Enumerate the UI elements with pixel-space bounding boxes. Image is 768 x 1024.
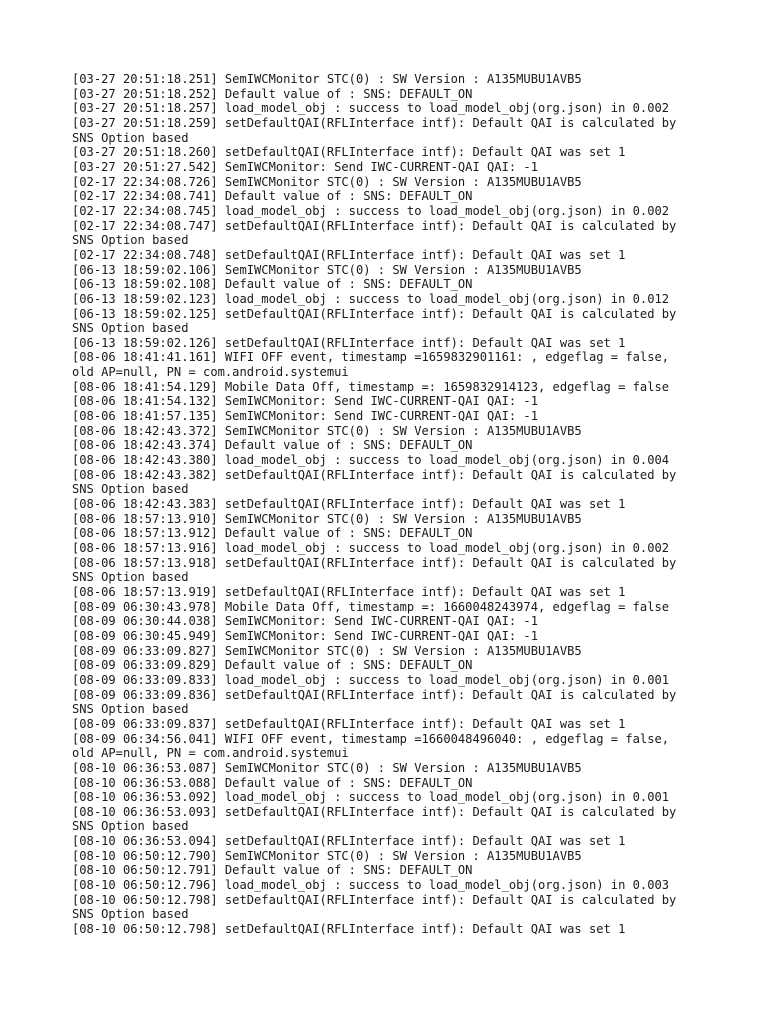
log-line: [06-13 18:59:02.126] setDefaultQAI(RFLInterface intf): Default QAI was set 1	[72, 335, 626, 350]
log-line: [06-13 18:59:02.125] setDefaultQAI(RFLInterface intf): Default QAI is calculated by SNS Option based	[72, 306, 677, 336]
log-line: [03-27 20:51:18.257] load_model_obj : success to load_model_obj(org.json) in 0.002	[72, 101, 670, 116]
log-line: [08-06 18:41:57.135] SemIWCMonitor: Send IWC-CURRENT-QAI QAI: -1	[72, 409, 538, 424]
log-line: [08-06 18:41:54.129] Mobile Data Off, timestamp =: 1659832914123, edgeflag = false	[72, 379, 670, 394]
log-line: [08-06 18:42:43.380] load_model_obj : success to load_model_obj(org.json) in 0.004	[72, 453, 670, 468]
log-line: [08-10 06:50:12.798] setDefaultQAI(RFLInterface intf): Default QAI was set 1	[72, 922, 626, 937]
log-line: [08-09 06:30:45.949] SemIWCMonitor: Send IWC-CURRENT-QAI QAI: -1	[72, 628, 538, 643]
log-line: [08-09 06:34:56.041] WIFI OFF event, timestamp =1660048496040: , edgeflag = false, old AP=null, PN = com.android.systemui	[72, 731, 670, 761]
log-line: [08-10 06:36:53.092] load_model_obj : success to load_model_obj(org.json) in 0.001	[72, 790, 670, 805]
log-line: [03-27 20:51:18.260] setDefaultQAI(RFLInterface intf): Default QAI was set 1	[72, 145, 626, 160]
log-line: [02-17 22:34:08.726] SemIWCMonitor STC(0) : SW Version : A135MUBU1AVB5	[72, 174, 582, 189]
log-line: [08-09 06:33:09.827] SemIWCMonitor STC(0) : SW Version : A135MUBU1AVB5	[72, 643, 582, 658]
log-line: [08-06 18:42:43.374] Default value of : SNS: DEFAULT_ON	[72, 438, 473, 453]
log-line: [08-06 18:57:13.918] setDefaultQAI(RFLInterface intf): Default QAI is calculated by SNS Option based	[72, 555, 677, 585]
log-line: [06-13 18:59:02.108] Default value of : SNS: DEFAULT_ON	[72, 277, 473, 292]
log-line: [08-06 18:57:13.919] setDefaultQAI(RFLInterface intf): Default QAI was set 1	[72, 584, 626, 599]
log-line: [08-10 06:36:53.093] setDefaultQAI(RFLInterface intf): Default QAI is calculated by SNS Option based	[72, 804, 677, 834]
log-line: [08-10 06:50:12.798] setDefaultQAI(RFLInterface intf): Default QAI is calculated by SNS Option based	[72, 892, 677, 922]
log-line: [08-06 18:42:43.383] setDefaultQAI(RFLInterface intf): Default QAI was set 1	[72, 497, 626, 512]
log-line: [08-06 18:41:54.132] SemIWCMonitor: Send IWC-CURRENT-QAI QAI: -1	[72, 394, 538, 409]
log-line: [03-27 20:51:18.252] Default value of : SNS: DEFAULT_ON	[72, 86, 473, 101]
log-line: [03-27 20:51:27.542] SemIWCMonitor: Send IWC-CURRENT-QAI QAI: -1	[72, 159, 538, 174]
log-line: [02-17 22:34:08.747] setDefaultQAI(RFLInterface intf): Default QAI is calculated by SNS Option based	[72, 218, 677, 248]
log-document	[72, 72, 712, 937]
log-line: [08-06 18:57:13.910] SemIWCMonitor STC(0) : SW Version : A135MUBU1AVB5	[72, 511, 582, 526]
log-line: [08-06 18:57:13.916] load_model_obj : success to load_model_obj(org.json) in 0.002	[72, 541, 670, 555]
log-line: [06-13 18:59:02.123] load_model_obj : success to load_model_obj(org.json) in 0.012	[72, 291, 670, 306]
log-line: [03-27 20:51:18.259] setDefaultQAI(RFLInterface intf): Default QAI is calculated by SNS Option based	[72, 115, 677, 145]
log-line: [08-10 06:50:12.791] Default value of : SNS: DEFAULT_ON	[72, 863, 473, 878]
log-line: [08-10 06:36:53.094] setDefaultQAI(RFLInterface intf): Default QAI was set 1	[72, 834, 626, 849]
log-line: [08-10 06:36:53.088] Default value of : SNS: DEFAULT_ON	[72, 775, 473, 790]
log-line: [08-09 06:30:43.978] Mobile Data Off, timestamp =: 1660048243974, edgeflag = false	[72, 599, 670, 614]
log-line: [08-10 06:50:12.790] SemIWCMonitor STC(0) : SW Version : A135MUBU1AVB5	[72, 848, 582, 863]
log-line: [02-17 22:34:08.741] Default value of : SNS: DEFAULT_ON	[72, 189, 473, 204]
log-line: [08-10 06:36:53.087] SemIWCMonitor STC(0) : SW Version : A135MUBU1AVB5	[72, 760, 582, 775]
log-line: [03-27 20:51:18.251] SemIWCMonitor STC(0) : SW Version : A135MUBU1AVB5	[72, 72, 582, 86]
log-line: [02-17 22:34:08.748] setDefaultQAI(RFLInterface intf): Default QAI was set 1	[72, 247, 626, 262]
log-line: [06-13 18:59:02.106] SemIWCMonitor STC(0) : SW Version : A135MUBU1AVB5	[72, 262, 582, 277]
log-line: [08-10 06:50:12.796] load_model_obj : success to load_model_obj(org.json) in 0.003	[72, 878, 670, 893]
log-line: [08-06 18:42:43.382] setDefaultQAI(RFLInterface intf): Default QAI is calculated by SNS Option based	[72, 467, 677, 497]
log-line: [02-17 22:34:08.745] load_model_obj : success to load_model_obj(org.json) in 0.002	[72, 203, 670, 218]
log-line: [08-06 18:41:41.161] WIFI OFF event, timestamp =1659832901161: , edgeflag = false, old AP=null, PN = com.android.systemui	[72, 350, 670, 380]
log-line: [08-06 18:42:43.372] SemIWCMonitor STC(0) : SW Version : A135MUBU1AVB5	[72, 423, 582, 438]
log-line: [08-09 06:33:09.836] setDefaultQAI(RFLInterface intf): Default QAI is calculated by SNS Option based	[72, 687, 677, 717]
log-line: [08-09 06:33:09.837] setDefaultQAI(RFLInterface intf): Default QAI was set 1	[72, 716, 626, 731]
log-line: [08-09 06:33:09.833] load_model_obj : success to load_model_obj(org.json) in 0.001	[72, 672, 670, 687]
log-line: [08-09 06:30:44.038] SemIWCMonitor: Send IWC-CURRENT-QAI QAI: -1	[72, 614, 538, 629]
log-line: [08-09 06:33:09.829] Default value of : SNS: DEFAULT_ON	[72, 658, 473, 673]
log-line: [08-06 18:57:13.912] Default value of : SNS: DEFAULT_ON	[72, 526, 473, 541]
